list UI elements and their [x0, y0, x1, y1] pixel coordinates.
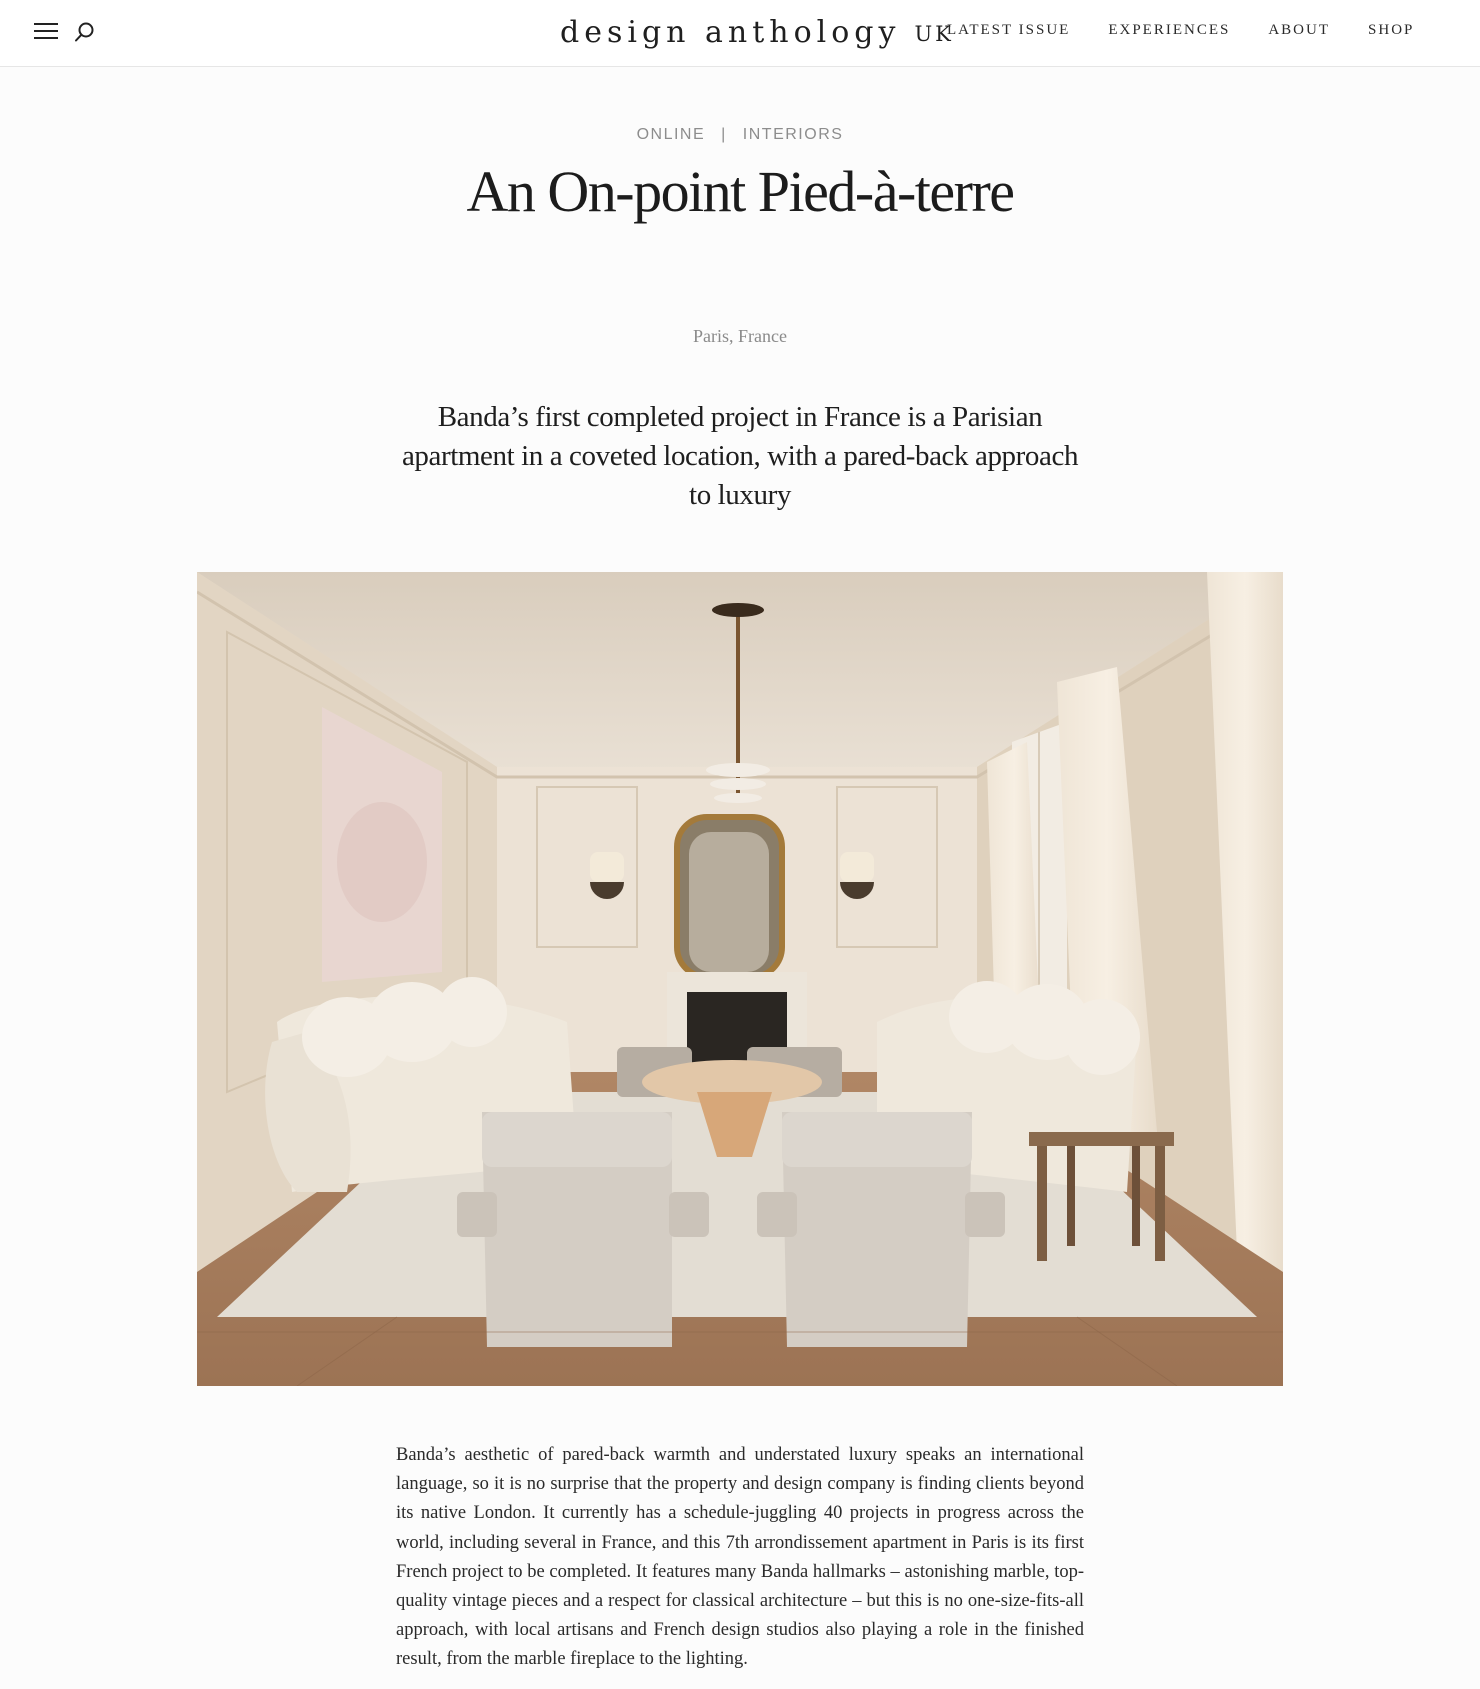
category-online[interactable]: ONLINE: [636, 126, 706, 143]
search-icon[interactable]: [73, 20, 97, 44]
category-interiors[interactable]: INTERIORS: [742, 126, 844, 143]
article-body: Banda’s aesthetic of pared-back warmth and understated luxury speaks an international language, so it is no surprise that the property and design company is finding clients beyond its native London. It currently has a schedule-juggling 40 projects in progress across the world, including several in France, and this 7th arrondissement apartment in Paris is its first French project to be completed. It features many Banda hallmarks – astonishing marble, top-quality vintage pieces and a respect for classical architecture – but this is no one-size-fits-all approach, with local artisans and French design studios also playing a role in the finished result, from the marble fireplace to the lighting.: [396, 1445, 1084, 1670]
nav-about[interactable]: ABOUT: [1268, 22, 1331, 38]
article-categories: [0, 126, 1480, 144]
nav-experiences[interactable]: EXPERIENCES: [1108, 22, 1231, 38]
logo-text: design anthology: [560, 14, 901, 50]
site-header: [0, 0, 1480, 67]
main-nav: [947, 22, 1414, 39]
hero-image: [197, 572, 1283, 1386]
site-logo[interactable]: [560, 10, 954, 54]
nav-shop[interactable]: SHOP: [1368, 22, 1415, 38]
logo-region: UK: [914, 22, 954, 46]
article-title: An On-point Pied-à-terre: [466, 159, 1014, 224]
nav-latest-issue[interactable]: LATEST ISSUE: [947, 22, 1071, 38]
menu-icon[interactable]: [34, 21, 58, 41]
category-separator: |: [721, 126, 727, 143]
article-location: Paris, France: [693, 326, 787, 346]
article-standfirst: Banda’s first completed project in France is a Parisian apartment in a coveted location, with a pared-back approach to luxury: [401, 401, 1079, 511]
